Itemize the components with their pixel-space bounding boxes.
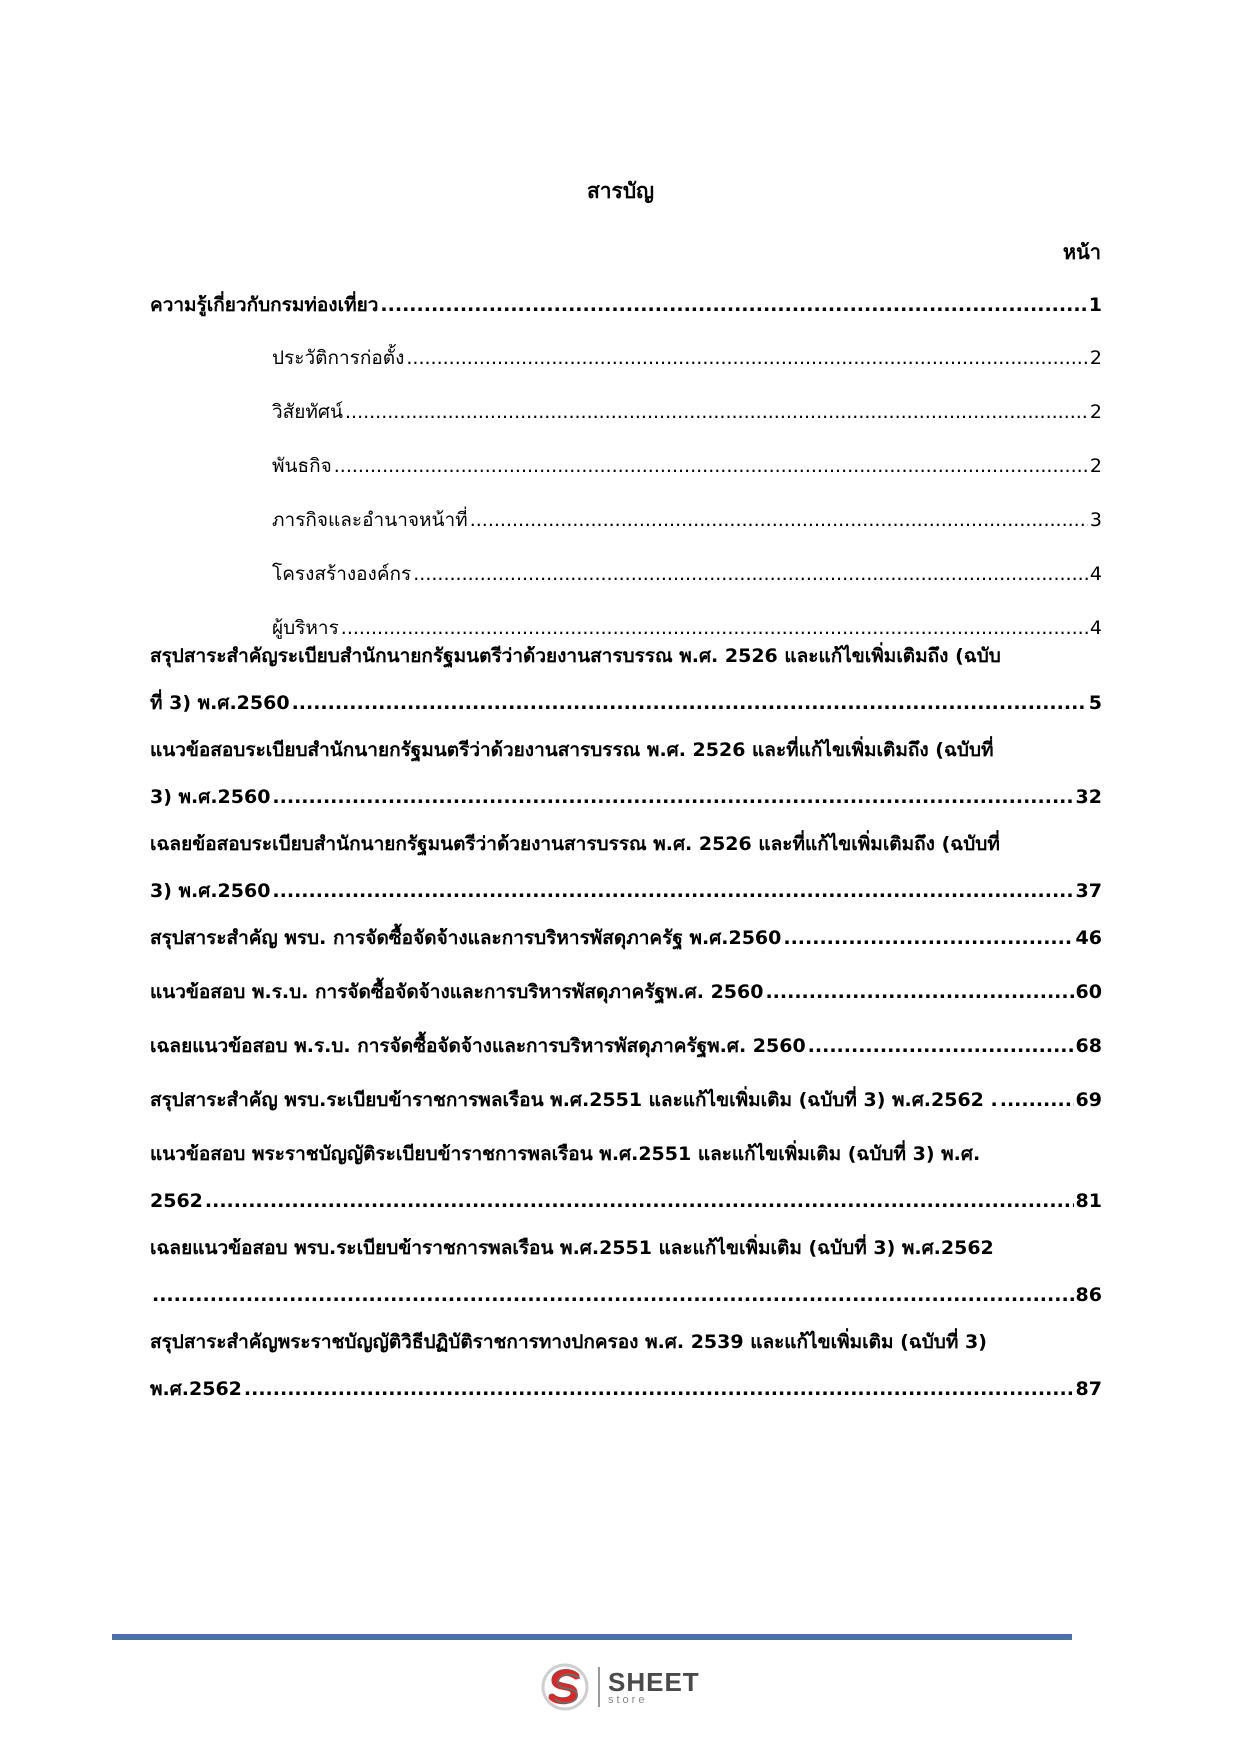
dot-leader bbox=[765, 977, 1073, 1008]
toc-entry bbox=[150, 397, 1102, 428]
toc-entry-page-number: 5 bbox=[1088, 692, 1102, 714]
dot-leader bbox=[470, 505, 1088, 536]
toc-entry bbox=[150, 613, 1102, 644]
toc-entry-title: พ.ศ.2562 bbox=[150, 1378, 242, 1400]
toc-entry bbox=[150, 1327, 1102, 1405]
toc-entry-page-number: 86 bbox=[1075, 1284, 1102, 1306]
toc-entry-title: วิสัยทัศน์ bbox=[272, 401, 343, 423]
dot-leader bbox=[152, 1280, 1074, 1311]
toc-entry-title: โครงสร้างองค์กร bbox=[272, 563, 412, 585]
toc-entry bbox=[150, 1139, 1102, 1217]
toc-entry-page-number: 1 bbox=[1088, 294, 1102, 316]
toc-entry bbox=[150, 559, 1102, 590]
toc-entry bbox=[150, 923, 1102, 954]
logo-separator bbox=[598, 1667, 600, 1707]
toc-entry-page-number: 3 bbox=[1089, 509, 1102, 531]
toc-entry-title: ภารกิจและอำนาจหน้าที่ bbox=[272, 509, 468, 531]
toc-entry bbox=[150, 1085, 1102, 1116]
sheet-store-logo-icon bbox=[540, 1662, 590, 1712]
page-column-header: หน้า bbox=[1062, 240, 1101, 264]
toc-entry-page-number: 37 bbox=[1075, 880, 1102, 902]
toc-entry-title: 2562 bbox=[150, 1190, 203, 1212]
dot-leader bbox=[292, 688, 1087, 719]
dot-leader bbox=[783, 923, 1073, 954]
dot-leader bbox=[808, 1031, 1074, 1062]
toc-entry bbox=[150, 829, 1102, 907]
toc-entry-page-number: 81 bbox=[1075, 1190, 1102, 1212]
toc-entry-title: ความรู้เกี่ยวกับกรมท่องเที่ยว bbox=[150, 294, 379, 316]
toc-entry bbox=[150, 641, 1102, 719]
dot-leader bbox=[334, 451, 1088, 482]
dot-leader bbox=[413, 559, 1088, 590]
toc-entry bbox=[150, 1233, 1102, 1311]
toc-entry-title: ประวัติการก่อตั้ง bbox=[272, 347, 405, 369]
dot-leader bbox=[341, 613, 1088, 644]
toc-entry-page-number: 46 bbox=[1075, 927, 1102, 949]
footer-rule bbox=[112, 1634, 1072, 1640]
toc-entry-title-line: แนวข้อสอบระเบียบสำนักนายกรัฐมนตรีว่าด้วยงานสารบรรณ พ.ศ. 2526 และที่แก้ไขเพิ่มเติมถึง (ฉบับที่ bbox=[150, 739, 994, 761]
toc-entry-title: เฉลยแนวข้อสอบ พ.ร.บ. การจัดซื้อจัดจ้างและการบริหารพัสดุภาครัฐพ.ศ. 2560 bbox=[150, 1035, 806, 1057]
toc-entry-page-number: 87 bbox=[1075, 1378, 1102, 1400]
toc-entry bbox=[150, 1031, 1102, 1062]
toc-entry-title: ผู้บริหาร bbox=[272, 617, 339, 639]
dot-leader bbox=[244, 1374, 1074, 1405]
logo-main-text: SHEET bbox=[608, 1666, 700, 1697]
dot-leader bbox=[380, 290, 1086, 321]
toc-entry-page-number: 32 bbox=[1075, 786, 1102, 808]
toc-entry bbox=[150, 735, 1102, 813]
toc-entry bbox=[150, 343, 1102, 374]
logo-sub-text: store bbox=[608, 1693, 648, 1706]
toc-entry bbox=[150, 290, 1102, 321]
toc-entry-page-number: 68 bbox=[1075, 1035, 1102, 1057]
dot-leader bbox=[205, 1186, 1074, 1217]
toc-entry-title-line: สรุปสาระสำคัญพระราชบัญญัติวิธีปฏิบัติราชการทางปกครอง พ.ศ. 2539 และแก้ไขเพิ่มเติม (ฉบับที่ 3) bbox=[150, 1331, 987, 1353]
toc-entry-title: สรุปสาระสำคัญ พรบ.ระเบียบข้าราชการพลเรือน พ.ศ.2551 และแก้ไขเพิ่มเติม (ฉบับที่ 3) พ.ศ.2562 . bbox=[150, 1089, 998, 1111]
page-title: สารบัญ bbox=[586, 179, 655, 203]
toc-entry-title: 3) พ.ศ.2560 bbox=[150, 880, 271, 902]
toc-entry-title-line: แนวข้อสอบ พระราชบัญญัติระเบียบข้าราชการพลเรือน พ.ศ.2551 และแก้ไขเพิ่มเติม (ฉบับที่ 3) พ.ศ. bbox=[150, 1143, 981, 1165]
toc-entry-page-number: 2 bbox=[1089, 347, 1102, 369]
dot-leader bbox=[1000, 1085, 1074, 1116]
toc-entry bbox=[150, 505, 1102, 536]
toc-entry bbox=[150, 977, 1102, 1008]
toc-entry-page-number: 69 bbox=[1075, 1089, 1102, 1111]
toc-entry-title: 3) พ.ศ.2560 bbox=[150, 786, 271, 808]
toc-entry-page-number: 2 bbox=[1089, 401, 1102, 423]
toc-entry-page-number: 60 bbox=[1075, 981, 1102, 1003]
toc-entry-title: แนวข้อสอบ พ.ร.บ. การจัดซื้อจัดจ้างและการบริหารพัสดุภาครัฐพ.ศ. 2560 bbox=[150, 981, 764, 1003]
toc-entry-title: สรุปสาระสำคัญ พรบ. การจัดซื้อจัดจ้างและการบริหารพัสดุภาครัฐ พ.ศ.2560 bbox=[150, 927, 782, 949]
dot-leader bbox=[345, 397, 1088, 428]
toc-entry-title-line: เฉลยข้อสอบระเบียบสำนักนายกรัฐมนตรีว่าด้วยงานสารบรรณ พ.ศ. 2526 และที่แก้ไขเพิ่มเติมถึง (ฉบับที่ bbox=[150, 833, 1000, 855]
toc-entry-title-line: เฉลยแนวข้อสอบ พรบ.ระเบียบข้าราชการพลเรือน พ.ศ.2551 และแก้ไขเพิ่มเติม (ฉบับที่ 3) พ.ศ.2562 bbox=[150, 1237, 994, 1259]
dot-leader bbox=[272, 876, 1073, 907]
dot-leader bbox=[272, 782, 1073, 813]
toc-entry-title: พันธกิจ bbox=[272, 455, 332, 477]
toc-entry-title: ที่ 3) พ.ศ.2560 bbox=[150, 692, 290, 714]
toc-entry bbox=[150, 451, 1102, 482]
toc-entry-page-number: 4 bbox=[1089, 563, 1102, 585]
toc-entry-title-line: สรุปสาระสำคัญระเบียบสำนักนายกรัฐมนตรีว่าด้วยงานสารบรรณ พ.ศ. 2526 และแก้ไขเพิ่มเติมถึง (ฉบับ bbox=[150, 645, 1001, 667]
toc-entry-page-number: 4 bbox=[1089, 617, 1102, 639]
toc-entry-page-number: 2 bbox=[1089, 455, 1102, 477]
sheet-store-logo bbox=[540, 1662, 700, 1712]
dot-leader bbox=[406, 343, 1088, 374]
